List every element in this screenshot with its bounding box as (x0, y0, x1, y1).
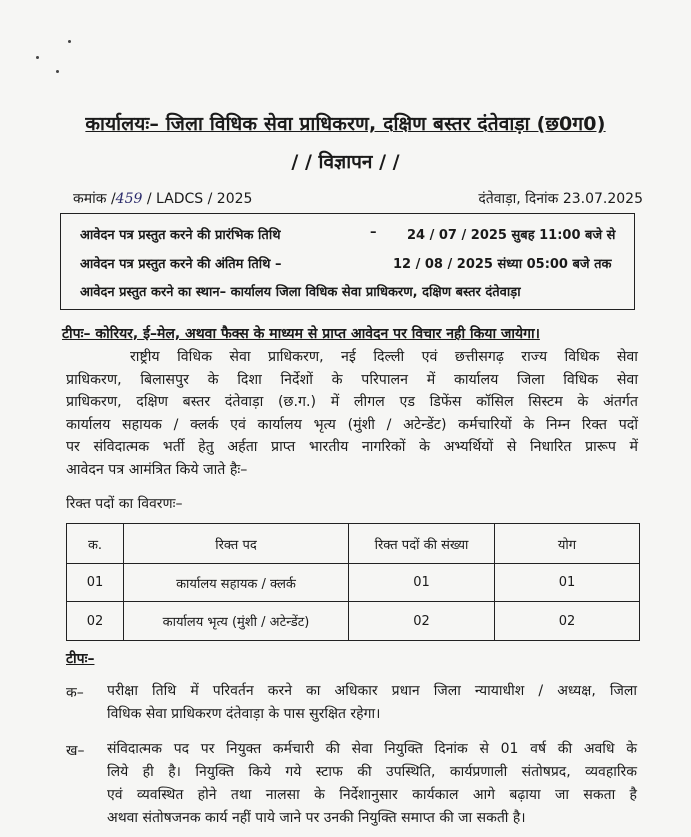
note-line: संविदात्मक पद पर नियुक्त कर्मचारी की सेवा नियुक्ति दिनांक से 01 वर्ष की अवधि के (107, 741, 637, 757)
reference-prefix: कमांक / (73, 191, 116, 207)
scan-speck (36, 56, 39, 59)
table-cell: 02 (67, 602, 124, 641)
paragraph-line: राष्ट्रीय विधिक सेवा प्राधिकरण, नई दिल्ली एवं छत्तीसगढ़ राज्य विधिक सेवा (130, 349, 638, 365)
intro-paragraph (66, 346, 638, 482)
reference-number (73, 189, 252, 208)
header-total: योग (495, 524, 640, 564)
table-row (67, 564, 640, 602)
table-cell: कार्यालय भृत्य (मुंशी / अटेन्डेंट) (124, 602, 349, 641)
note-text (107, 680, 637, 726)
note-text (107, 738, 637, 830)
note-line: लिये ही है। नियुक्ति किये गये स्टाफ की उपस्थिति, कार्यप्रणाली संतोषप्रद, व्यवहारिक (107, 764, 637, 780)
header-count: रिक्त पदों की संख्या (349, 524, 495, 564)
note-label: क– (66, 685, 84, 701)
note-line: परीक्षा तिथि में परिवर्तन करने का अधिकार प्रधान जिला न्यायाधीश / अध्यक्ष, जिला (107, 683, 637, 699)
vacancy-table (66, 523, 640, 641)
table-header-row (67, 524, 640, 564)
table-row (67, 602, 640, 641)
start-date-value: 24 / 07 / 2025 सुबह 11:00 बजे से (407, 228, 616, 243)
note-label: ख– (66, 743, 85, 759)
scan-speck (56, 70, 59, 73)
note-line: एवं व्यवस्थित होने तथा नालसा के निर्देशानुसार कार्यकाल आगे बढ़ाया जा सकता है (107, 787, 637, 803)
advertisement-heading: / / विज्ञापन / / (291, 151, 400, 173)
table-cell: 02 (349, 602, 495, 641)
paragraph-line: प्राधिकरण, बिलासपुर के दिशा निर्देशों के परिपालन में कार्यालय जिला विधिक सेवा (66, 371, 638, 388)
paragraph-line: प्राधिकरण, दक्षिण बस्तर दंतेवाड़ा (छ.ग.) में लीगल एड डिफेंस कॉसिल सिस्टम के अंतर्गत (66, 394, 638, 411)
reference-code: / LADCS / 2025 (146, 191, 253, 207)
end-date-label: आवेदन पत्र प्रस्तुत करने की अंतिम तिथि – (80, 257, 282, 272)
table-cell: कार्यालय सहायक / क्लर्क (124, 564, 349, 602)
start-date-label: आवेदन पत्र प्रस्तुत करने की प्रारंभिक तिथि (80, 228, 281, 243)
handwritten-number: 459 (115, 191, 143, 207)
table-cell: 01 (67, 564, 124, 602)
header-post: रिक्त पद (124, 524, 349, 564)
vacancy-heading: रिक्त पदों का विवरणः– (66, 496, 183, 512)
place-date: दंतेवाड़ा, दिनांक 23.07.2025 (478, 191, 643, 207)
note-line: विधिक सेवा प्राधिकरण दंतेवाड़ा के पास सुरक्षित रहेगा। (107, 706, 381, 722)
courier-notice: टीपः– कोरियर, ई–मेल, अथवा फैक्स के माध्यम से प्राप्त आवेदन पर विचार नही किया जायेगा। (62, 326, 540, 342)
office-title: कार्यालयः– जिला विधिक सेवा प्राधिकरण, दक्षिण बस्तर दंतेवाड़ा (छ0ग0) (85, 113, 606, 135)
paragraph-line: कार्यालय सहायक / क्लर्क एवं कार्यालय भृत्य (मुंशी / अटेन्डेंट) कर्मचारियों के निम्न रिक्त पदों (66, 416, 638, 433)
paragraph-line: पर संविदात्मक भर्ती हेतु अर्हता प्राप्त भारतीय नागरिकों के अभ्यर्थियों से निधारित प्रारूप में (66, 439, 638, 456)
submission-place: आवेदन प्रस्तुत करने का स्थान– कार्यालय जिला विधिक सेवा प्राधिकरण, दक्षिण बस्तर दंतेवाड़ा (80, 285, 521, 300)
header-serial: क. (67, 524, 124, 564)
scan-speck (68, 40, 71, 43)
notes-heading: टीपः– (66, 651, 95, 667)
table-cell: 01 (495, 564, 640, 602)
application-info-box (60, 213, 635, 310)
table-cell: 02 (495, 602, 640, 641)
paragraph-line: आवेदन पत्र आमंत्रित किये जाते हैः– (66, 461, 248, 478)
start-date-dash: – (370, 225, 377, 240)
note-line: अथवा संतोषजनक कार्य नहीं पाये जाने पर उनकी नियुक्ति समाप्त की जा सकती है। (107, 810, 526, 826)
end-date-value: 12 / 08 / 2025 संध्या 05:00 बजे तक (393, 257, 612, 272)
table-cell: 01 (349, 564, 495, 602)
